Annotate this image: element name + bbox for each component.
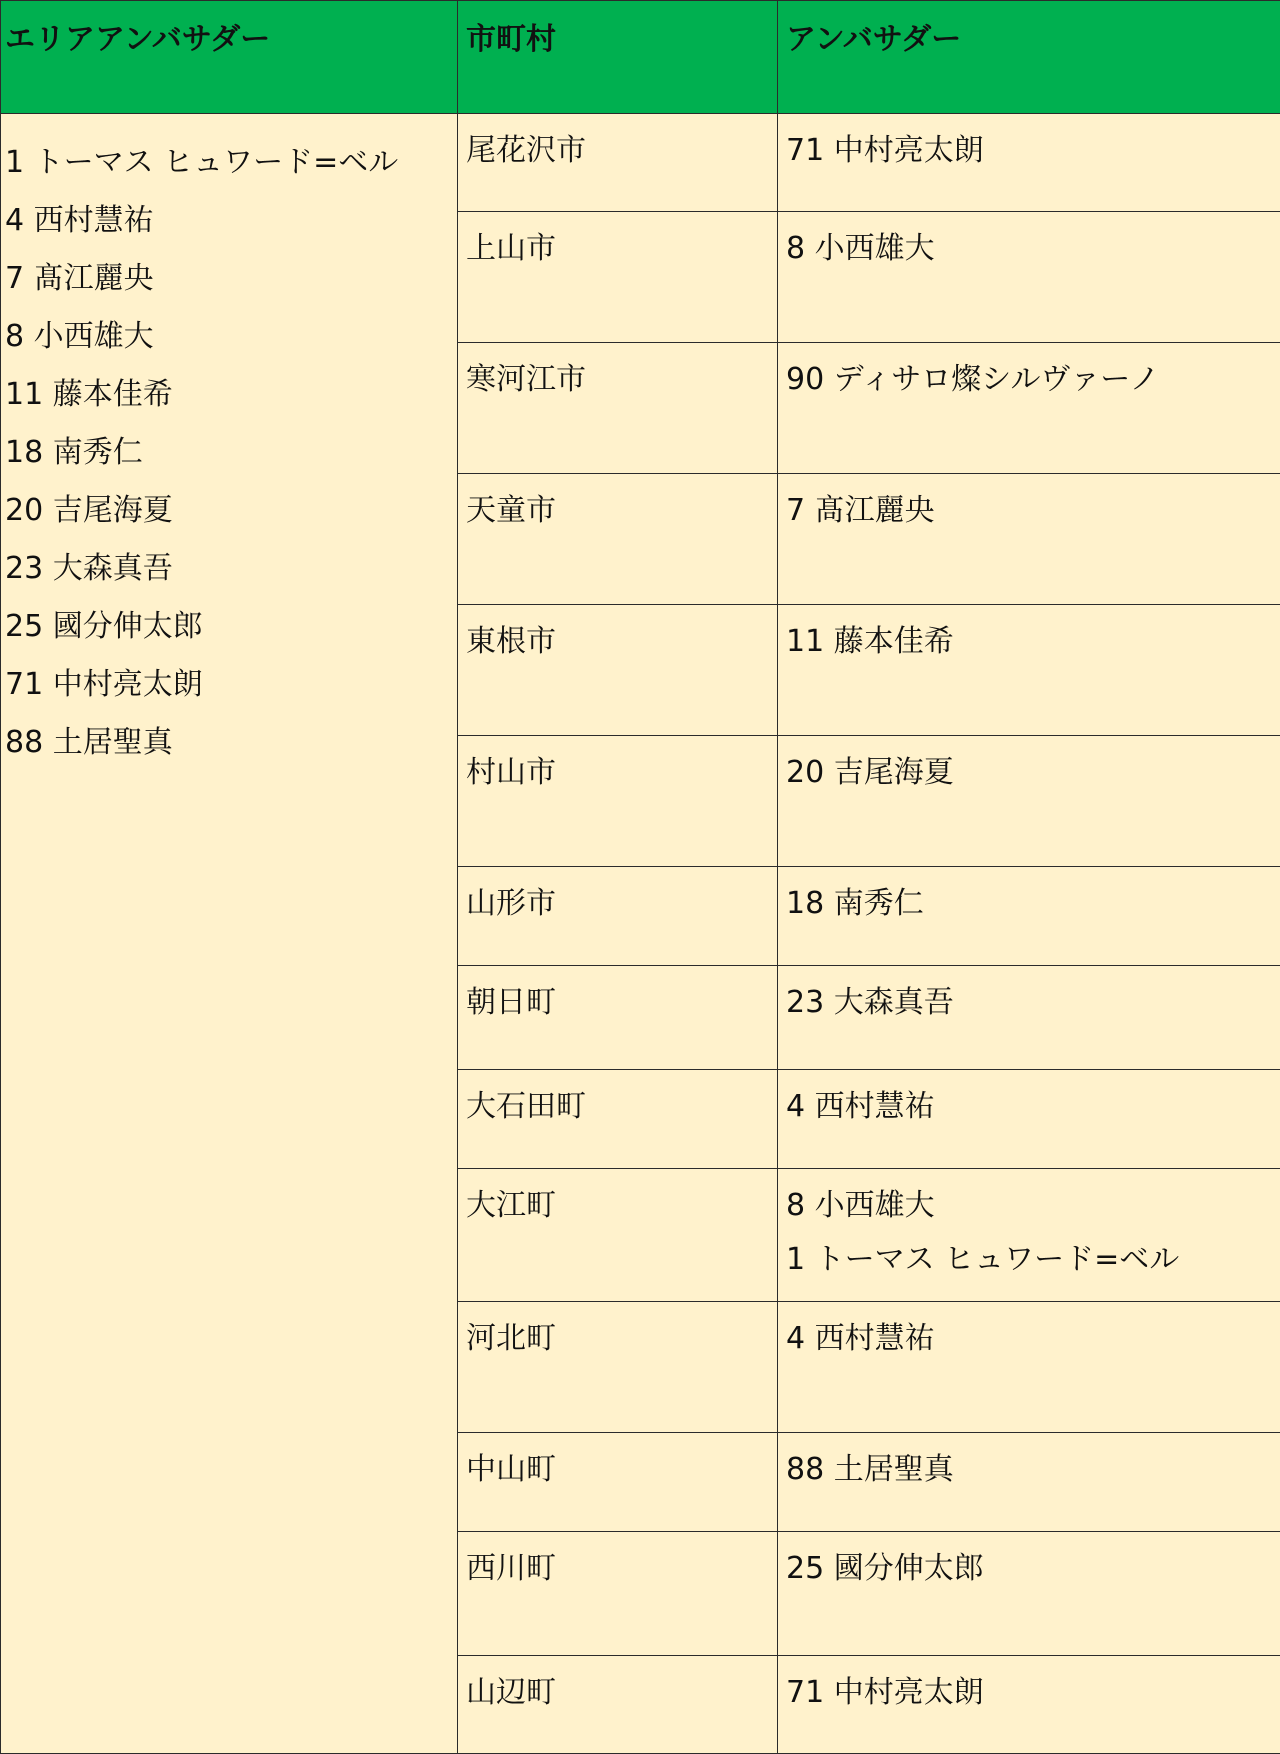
municipality-name: 寒河江市: [466, 363, 777, 397]
ambassador-cell: [778, 736, 1280, 867]
municipality-name: 大江町: [466, 1189, 777, 1223]
ambassador-name: 23 大森真吾: [786, 986, 1280, 1020]
municipality-cell: [458, 474, 778, 605]
ambassador-cell: [778, 1169, 1280, 1302]
ambassador-cell: [778, 1070, 1280, 1169]
municipality-cell: [458, 1656, 778, 1754]
ambassador-name: 8 小西雄大: [786, 232, 1280, 266]
ambassador-cell: [778, 1656, 1280, 1754]
ambassador-name: 1 トーマス ヒュワード=ベル: [786, 1243, 1280, 1277]
municipality-cell: [458, 212, 778, 343]
ambassador-name: 88 土居聖真: [786, 1453, 1280, 1487]
municipality-cell: [458, 736, 778, 867]
ambassador-cell: [778, 867, 1280, 966]
area-ambassador-item: 23 大森真吾: [5, 540, 457, 598]
municipality-name: 村山市: [466, 756, 777, 790]
municipality-name: 河北町: [466, 1322, 777, 1356]
header-area-ambassador: エリアアンバサダー: [1, 1, 458, 114]
area-ambassador-item: 8 小西雄大: [5, 308, 457, 366]
area-ambassador-item: 7 髙江麗央: [5, 250, 457, 308]
ambassador-name: 4 西村慧祐: [786, 1090, 1280, 1124]
ambassador-cell: [778, 966, 1280, 1070]
municipality-cell: [458, 1433, 778, 1532]
header-row: [1, 1, 1280, 114]
municipality-cell: [458, 966, 778, 1070]
area-ambassador-item: 71 中村亮太朗: [5, 656, 457, 714]
ambassador-cell: [778, 1532, 1280, 1656]
ambassador-cell: [778, 114, 1280, 212]
municipality-cell: [458, 867, 778, 966]
municipality-name: 朝日町: [466, 986, 777, 1020]
municipality-cell: [458, 1169, 778, 1302]
municipality-name: 大石田町: [466, 1090, 777, 1124]
municipality-name: 尾花沢市: [466, 134, 777, 168]
municipality-name: 上山市: [466, 232, 777, 266]
area-ambassador-item: 11 藤本佳希: [5, 366, 457, 424]
municipality-name: 東根市: [466, 625, 777, 659]
table-row: [1, 114, 1280, 212]
area-ambassador-item: 88 土居聖真: [5, 714, 457, 772]
municipality-cell: [458, 1070, 778, 1169]
ambassador-cell: [778, 474, 1280, 605]
ambassador-name: 71 中村亮太朗: [786, 1676, 1280, 1710]
municipality-cell: [458, 1532, 778, 1656]
municipality-cell: [458, 1302, 778, 1433]
header-ambassador: アンバサダー: [778, 1, 1280, 114]
municipality-name: 中山町: [466, 1453, 777, 1487]
header-municipality: 市町村: [458, 1, 778, 114]
ambassador-name: 11 藤本佳希: [786, 625, 1280, 659]
municipality-cell: [458, 605, 778, 736]
ambassador-cell: [778, 343, 1280, 474]
municipality-cell: [458, 343, 778, 474]
ambassador-name: 71 中村亮太朗: [786, 134, 1280, 168]
area-ambassador-item: 4 西村慧祐: [5, 192, 457, 250]
ambassador-name: 90 ディサロ燦シルヴァーノ: [786, 363, 1280, 397]
area-ambassador-item: 18 南秀仁: [5, 424, 457, 482]
ambassador-name: 8 小西雄大: [786, 1189, 1280, 1223]
ambassador-name: 20 吉尾海夏: [786, 756, 1280, 790]
ambassador-name: 25 國分伸太郎: [786, 1552, 1280, 1586]
ambassador-name: 7 髙江麗央: [786, 494, 1280, 528]
ambassador-name: 18 南秀仁: [786, 887, 1280, 921]
municipality-name: 山辺町: [466, 1676, 777, 1710]
area-ambassador-item: 20 吉尾海夏: [5, 482, 457, 540]
municipality-name: 山形市: [466, 887, 777, 921]
ambassador-cell: [778, 1433, 1280, 1532]
area-ambassador-list: [1, 114, 458, 1754]
ambassador-name: 4 西村慧祐: [786, 1322, 1280, 1356]
ambassador-cell: [778, 1302, 1280, 1433]
area-ambassador-item: 25 國分伸太郎: [5, 598, 457, 656]
municipality-name: 天童市: [466, 494, 777, 528]
municipality-name: 西川町: [466, 1552, 777, 1586]
ambassador-cell: [778, 605, 1280, 736]
area-ambassador-item: 1 トーマス ヒュワード=ベル: [5, 134, 457, 192]
ambassador-cell: [778, 212, 1280, 343]
municipality-cell: [458, 114, 778, 212]
